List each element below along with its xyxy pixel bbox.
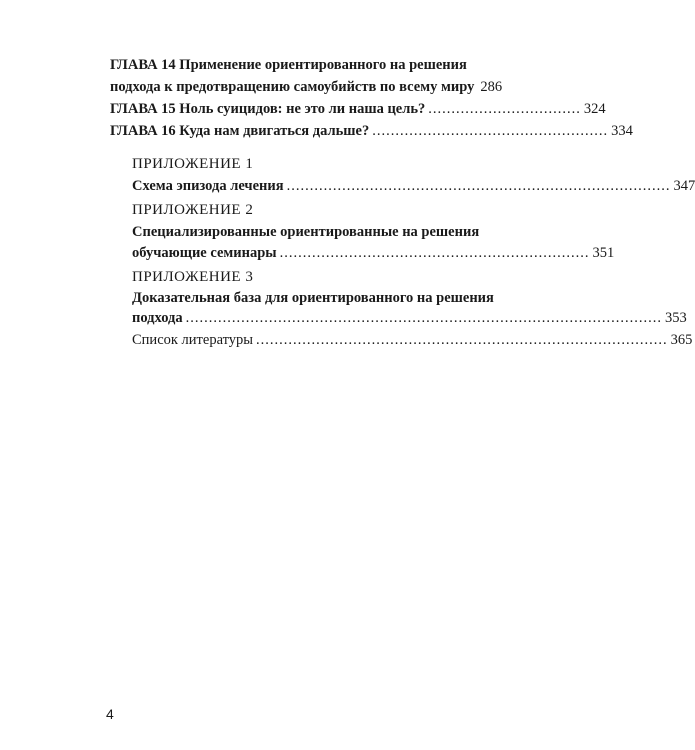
appendix-1-title: Схема эпизода лечения <box>132 178 284 194</box>
appendix-3-heading: ПРИЛОЖЕНИЕ 3 <box>132 269 254 285</box>
appendix-2-title-part-1: Специализированные ориентированные на решения <box>132 224 480 240</box>
leader-dots: ................................................................................... <box>286 178 671 194</box>
bibliography-title: Список литературы <box>132 332 254 348</box>
appendix-3-title-line-2: подхода <box>132 310 183 326</box>
leader-dots: ................................................................... <box>279 245 590 261</box>
chapter-15-entry[interactable] <box>110 100 606 118</box>
page-number: 334 <box>611 123 633 139</box>
appendix-2-title-line-2: обучающие семинары <box>132 245 277 261</box>
appendix-3-entry[interactable] <box>132 309 687 327</box>
page-folio: 4 <box>106 706 114 722</box>
appendix-3-title-line-1[interactable] <box>132 289 502 307</box>
chapter-14-title-part-1: ГЛАВА 14 Применение ориентированного на решения <box>110 57 467 73</box>
bibliography-entry[interactable] <box>132 331 693 349</box>
appendix-2-entry[interactable] <box>132 244 615 262</box>
page-number: 286 <box>480 79 503 95</box>
chapter-15-title: ГЛАВА 15 Ноль суицидов: не это ли наша цель? <box>110 101 426 117</box>
leader-dots: ................................................... <box>372 123 609 139</box>
appendix-1-entry[interactable] <box>132 177 695 195</box>
page-number: 347 <box>673 178 695 194</box>
chapter-14-title-line-2: подхода к предотвращению самоубийств по всему миру <box>110 79 475 95</box>
page-number: 365 <box>670 332 693 348</box>
appendix-2-heading: ПРИЛОЖЕНИЕ 2 <box>132 202 254 218</box>
leader-dots: ................................. <box>428 101 581 117</box>
appendix-1-heading: ПРИЛОЖЕНИЕ 1 <box>132 156 254 172</box>
appendix-2-title-line-1[interactable] <box>132 223 502 241</box>
chapter-14-title-line-1[interactable] <box>110 56 502 74</box>
page-number: 353 <box>665 310 687 326</box>
chapter-14-entry[interactable] <box>110 78 502 96</box>
leader-dots: ......................................................................................... <box>256 332 668 348</box>
chapter-16-title: ГЛАВА 16 Куда нам двигаться дальше? <box>110 123 370 139</box>
page-number: 351 <box>592 245 615 261</box>
leader-dots: ....................................................................................................... <box>185 310 663 326</box>
chapter-16-entry[interactable] <box>110 122 633 140</box>
page-number: 324 <box>583 101 606 117</box>
appendix-3-title-part-1: Доказательная база для ориентированного на решения <box>132 290 494 306</box>
